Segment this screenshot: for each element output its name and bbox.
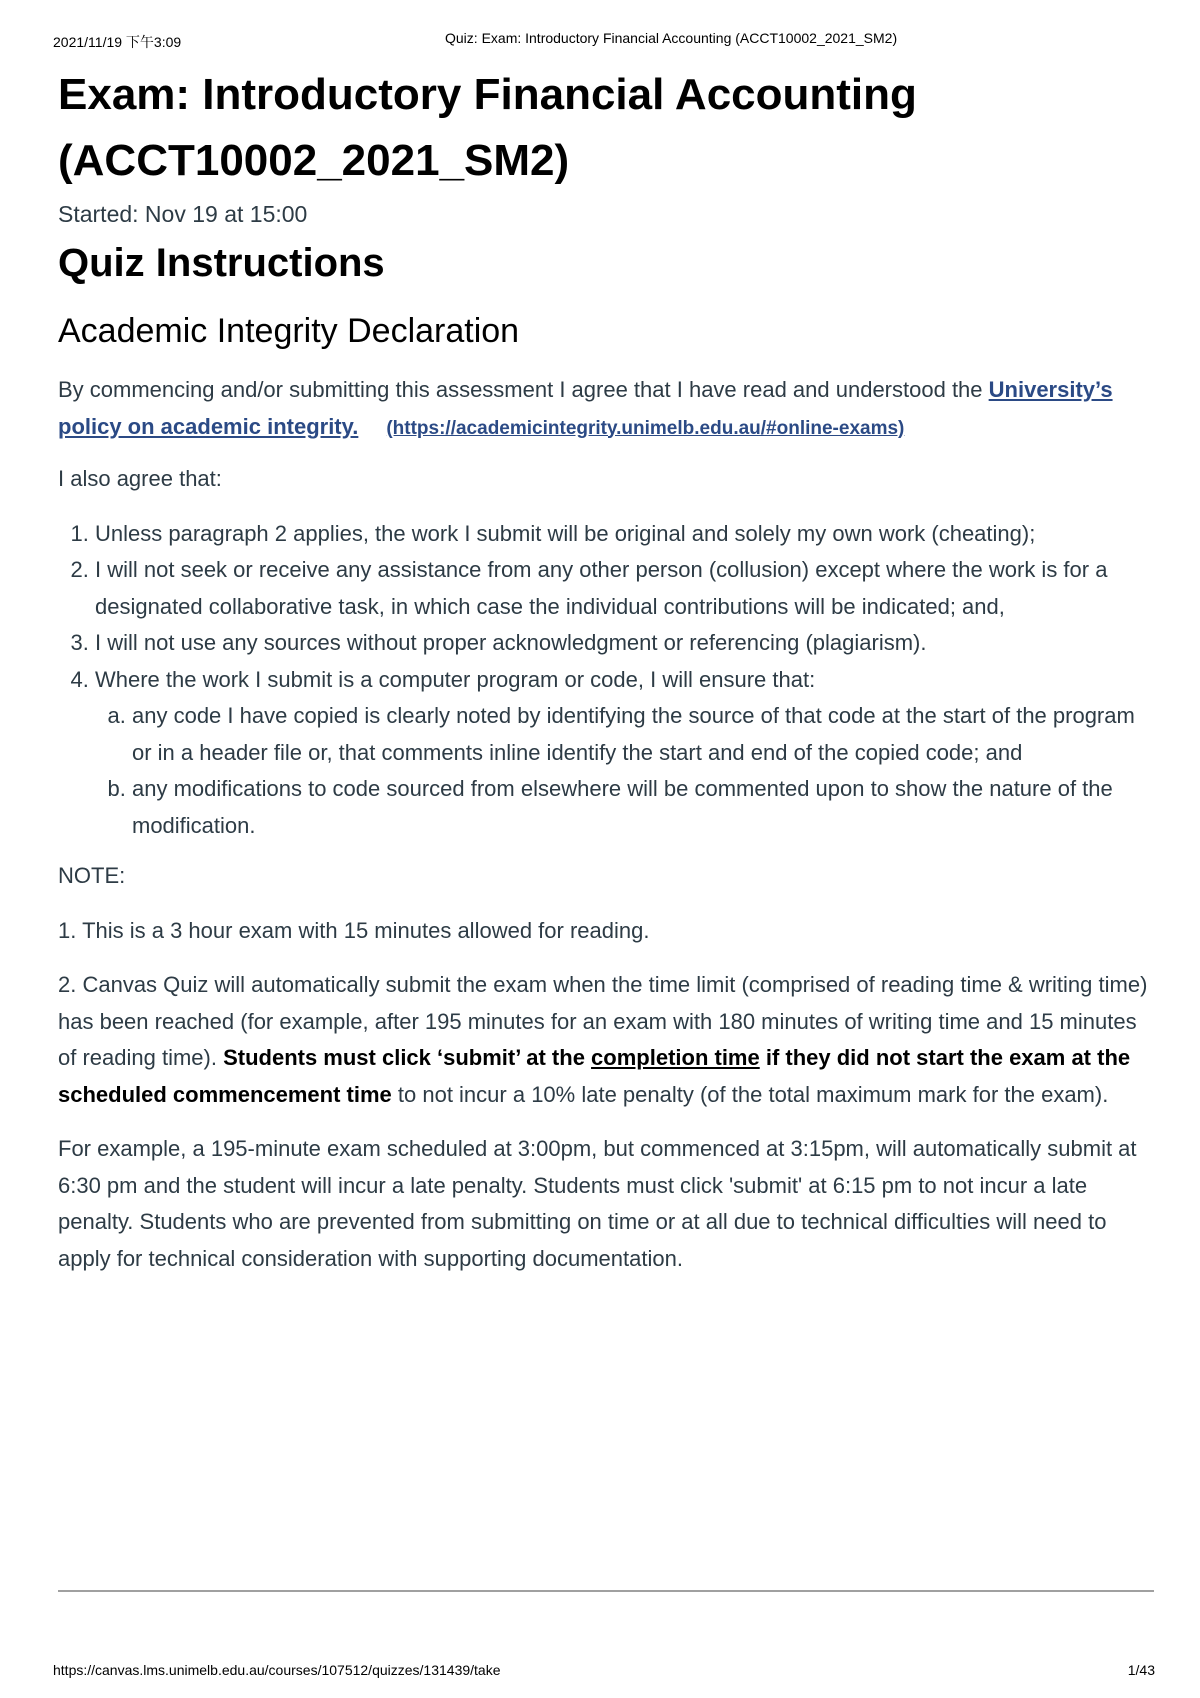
completion-time-underline: completion time xyxy=(591,1045,760,1070)
print-url: https://canvas.lms.unimelb.edu.au/courses/107512/quizzes/131439/take xyxy=(53,1662,501,1678)
note-2-text: 2. Canvas Quiz will automatically submit the exam when the time limit (comprised of reading time & writing time) has been reached (for example, after 195 minutes for an exam with 180 minutes of writing time and 15 minutes of reading time). xyxy=(58,972,1148,1070)
print-date: 2021/11/19 下午3:09 xyxy=(53,34,182,50)
sub-list-item: b. any modifications to code sourced from elsewhere will be commented upon to show the nature of the modification. xyxy=(132,771,1150,844)
note-2-end: to not incur a 10% late penalty (of the total maximum mark for the exam). xyxy=(391,1081,1109,1107)
note-2-bold-a: Students must click ‘submit’ at the xyxy=(223,1045,592,1070)
print-title: Quiz: Exam: Introductory Financial Accounting (ACCT10002_2021_SM2) xyxy=(445,30,898,46)
agreement-list xyxy=(58,516,1150,845)
example-paragraph: For example, a 195-minute exam scheduled at 3:00pm, but commenced at 3:15pm, will automatically submit at 6:30 pm and the student will incur a late penalty. Students must click 'submit' at 6:15 pm to not incur a late penalty. Students who are prevented from submitting on time or at all due to technical difficulties will need to apply for technical consideration with supporting documentation. xyxy=(58,1136,1137,1271)
intro-text: By commencing and/or submitting this assessment I agree that I have read and understood the xyxy=(58,377,989,402)
academic-integrity-policy-link[interactable]: University’s policy on academic integrity. xyxy=(58,377,1113,439)
exam-title: Exam: Introductory Financial Accounting (ACCT10002_2021_SM2) xyxy=(58,70,917,185)
list-item xyxy=(95,662,1150,845)
list-item: 2. I will not seek or receive any assistance from any other person (collusion) except where the work is for a designated collaborative task, in which case the individual contributions will be indicated; and, xyxy=(95,552,1150,625)
footer-divider xyxy=(58,1590,1154,1592)
quiz-instructions-heading: Quiz Instructions xyxy=(58,241,385,285)
print-footer xyxy=(53,1662,1155,1678)
started-time: Started: Nov 19 at 15:00 xyxy=(58,201,308,227)
note-2-bold-b: if they did not start the exam at the scheduled commencement time xyxy=(58,1045,1131,1107)
list-item: 1. Unless paragraph 2 applies, the work I submit will be original and solely my own work (cheating); xyxy=(95,516,1150,553)
page-number: 1/43 xyxy=(1127,1662,1155,1678)
also-agree-text: I also agree that: xyxy=(58,466,222,491)
list-item-text: Where the work I submit is a computer program or code, I will ensure that: xyxy=(95,666,816,692)
integrity-declaration-heading: Academic Integrity Declaration xyxy=(58,312,520,350)
list-item: 3. I will not use any sources without proper acknowledgment or referencing (plagiarism). xyxy=(95,625,1150,662)
intro-paragraph xyxy=(58,372,1150,447)
note-label: NOTE: xyxy=(58,863,126,888)
note-1: 1. This is a 3 hour exam with 15 minutes allowed for reading. xyxy=(58,917,650,943)
code-sublist xyxy=(95,698,1150,844)
sub-list-item: a. any code I have copied is clearly noted by identifying the source of that code at the start of the program or in a header file or, that comments inline identify the start and end of the copied code; and xyxy=(132,698,1150,771)
academic-integrity-url-link[interactable]: (https://academicintegrity.unimelb.edu.au/#online-exams) xyxy=(386,417,905,439)
quiz-content xyxy=(58,62,1150,1277)
note-2 xyxy=(58,967,1150,1113)
